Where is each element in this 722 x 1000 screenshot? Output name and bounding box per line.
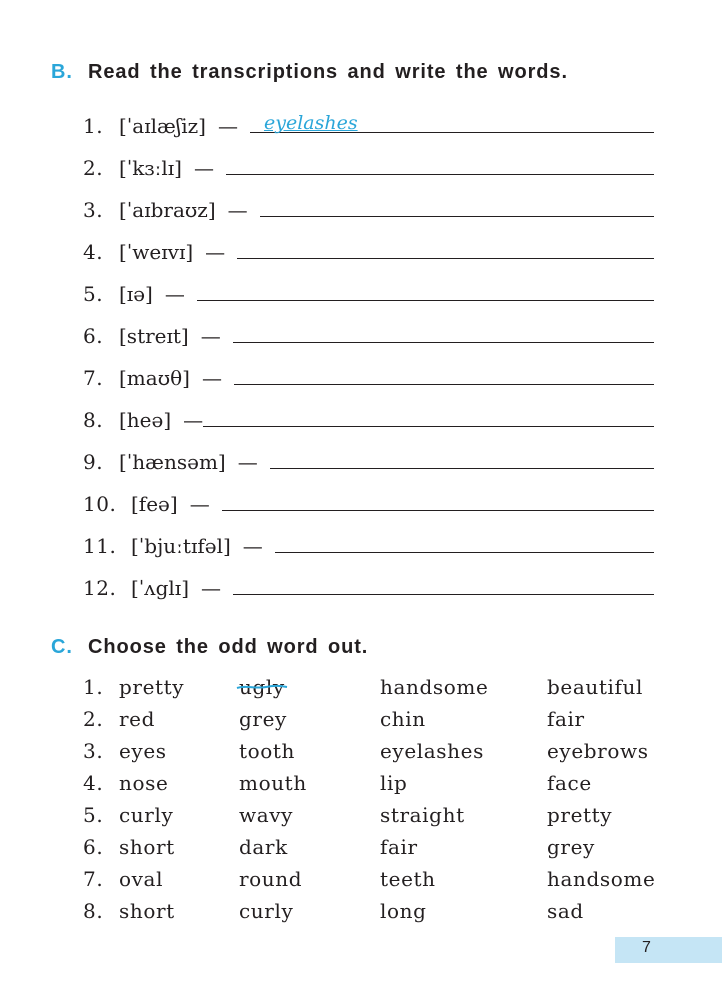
transcription-row-12 bbox=[83, 570, 654, 598]
odd-word-row-7 bbox=[83, 867, 683, 893]
dash: — bbox=[201, 576, 221, 600]
answer-line[interactable] bbox=[237, 234, 654, 259]
transcription-row-3 bbox=[83, 192, 654, 220]
item-number: 9. bbox=[83, 450, 104, 474]
word-option[interactable]: sad bbox=[547, 899, 584, 923]
section-b-letter: B. bbox=[51, 61, 73, 83]
transcription: [ˈkɜːlɪ] bbox=[119, 156, 182, 180]
word-option[interactable]: round bbox=[239, 867, 303, 891]
row-number: 3. bbox=[83, 739, 104, 763]
item-number: 2. bbox=[83, 156, 104, 180]
odd-word-row-6 bbox=[83, 835, 683, 861]
section-b-instruction: Read the transcriptions and write the words. bbox=[88, 61, 568, 83]
handwritten-answer: eyelashes bbox=[263, 112, 358, 134]
item-number: 10. bbox=[83, 492, 117, 516]
item-number: 4. bbox=[83, 240, 104, 264]
word-option[interactable]: mouth bbox=[239, 771, 307, 795]
word-option[interactable]: lip bbox=[380, 771, 408, 795]
transcription-row-5 bbox=[83, 276, 654, 304]
word-option[interactable]: oval bbox=[119, 867, 164, 891]
word-option[interactable]: short bbox=[119, 899, 175, 923]
row-number: 6. bbox=[83, 835, 104, 859]
transcription-row-1 bbox=[83, 108, 654, 136]
transcription: [streɪt] bbox=[119, 324, 189, 348]
row-number: 1. bbox=[83, 675, 104, 699]
answer-line[interactable] bbox=[270, 444, 654, 469]
transcription: [ˈbjuːtɪfəl] bbox=[131, 534, 231, 558]
page-number: 7 bbox=[642, 939, 651, 956]
word-option[interactable]: eyes bbox=[119, 739, 167, 763]
word-option[interactable]: long bbox=[380, 899, 427, 923]
answer-line[interactable] bbox=[222, 486, 654, 511]
dash: — bbox=[201, 366, 222, 390]
word-option[interactable]: handsome bbox=[547, 867, 656, 891]
word-option[interactable]: face bbox=[547, 771, 592, 795]
transcription: [ˈweɪvɪ] bbox=[119, 240, 194, 264]
word-option[interactable]: wavy bbox=[239, 803, 294, 827]
answer-line[interactable] bbox=[260, 192, 654, 217]
transcription-row-10 bbox=[83, 486, 654, 514]
word-option[interactable]: red bbox=[119, 707, 155, 731]
row-number: 8. bbox=[83, 899, 104, 923]
strike-through-mark bbox=[236, 684, 288, 690]
transcription-row-11 bbox=[83, 528, 654, 556]
word-option[interactable]: handsome bbox=[380, 675, 489, 699]
transcription-row-9 bbox=[83, 444, 654, 472]
word-option[interactable]: straight bbox=[380, 803, 465, 827]
transcription-row-6 bbox=[83, 318, 654, 346]
transcription: [maʊθ] bbox=[119, 366, 190, 390]
word-option[interactable]: eyebrows bbox=[547, 739, 649, 763]
crossed-word: ugly bbox=[239, 675, 285, 699]
odd-word-row-8 bbox=[83, 899, 683, 925]
odd-word-row-3 bbox=[83, 739, 683, 765]
word-option[interactable]: pretty bbox=[119, 675, 185, 699]
transcription: [ˈaɪlæʃiz] bbox=[119, 114, 206, 138]
item-number: 1. bbox=[83, 114, 104, 138]
item-number: 7. bbox=[83, 366, 104, 390]
odd-word-row-5 bbox=[83, 803, 683, 829]
transcription: [heə] bbox=[119, 408, 172, 432]
transcription: [ˈaɪbraʊz] bbox=[119, 198, 216, 222]
word-option[interactable]: grey bbox=[547, 835, 595, 859]
item-number: 8. bbox=[83, 408, 104, 432]
word-option[interactable]: curly bbox=[119, 803, 174, 827]
transcription-row-7 bbox=[83, 360, 654, 388]
dash: — bbox=[227, 198, 248, 222]
answer-line[interactable] bbox=[275, 528, 654, 553]
answer-line[interactable] bbox=[234, 360, 654, 385]
word-option[interactable]: fair bbox=[380, 835, 418, 859]
transcription: [ˈhænsəm] bbox=[119, 450, 226, 474]
item-number: 5. bbox=[83, 282, 104, 306]
dash: — bbox=[193, 156, 214, 180]
section-c-letter: C. bbox=[51, 636, 73, 658]
dash: — bbox=[164, 282, 185, 306]
transcription: [ˈʌglɪ] bbox=[131, 576, 189, 600]
odd-word-row-4 bbox=[83, 771, 683, 797]
item-number: 3. bbox=[83, 198, 104, 222]
dash: — bbox=[200, 324, 221, 348]
section-b-heading bbox=[51, 61, 568, 84]
dash: — bbox=[217, 114, 238, 138]
odd-word-row-1 bbox=[83, 675, 683, 701]
section-c-instruction: Choose the odd word out. bbox=[88, 636, 369, 658]
row-number: 5. bbox=[83, 803, 104, 827]
word-option[interactable]: fair bbox=[547, 707, 585, 731]
row-number: 4. bbox=[83, 771, 104, 795]
section-c-heading bbox=[51, 636, 368, 659]
answer-line[interactable] bbox=[226, 150, 654, 175]
dash: — bbox=[242, 534, 263, 558]
answer-line[interactable] bbox=[233, 570, 654, 595]
transcription-row-2 bbox=[83, 150, 654, 178]
word-option[interactable]: curly bbox=[239, 899, 294, 923]
dash: — bbox=[183, 408, 204, 432]
item-number: 11. bbox=[83, 534, 117, 558]
word-option[interactable]: grey bbox=[239, 707, 287, 731]
odd-word-row-2 bbox=[83, 707, 683, 733]
dash: — bbox=[189, 492, 210, 516]
row-number: 7. bbox=[83, 867, 104, 891]
word-option[interactable]: short bbox=[119, 835, 175, 859]
answer-line[interactable] bbox=[233, 318, 654, 343]
transcription: [ɪə] bbox=[119, 282, 153, 306]
transcription: [feə] bbox=[131, 492, 178, 516]
dash: — bbox=[205, 240, 226, 264]
transcription-row-4 bbox=[83, 234, 654, 262]
answer-line[interactable] bbox=[203, 402, 654, 427]
word-option[interactable]: pretty bbox=[547, 803, 613, 827]
word-option[interactable]: nose bbox=[119, 771, 169, 795]
word-option[interactable]: chin bbox=[380, 707, 426, 731]
word-option[interactable]: eyelashes bbox=[380, 739, 484, 763]
item-number: 6. bbox=[83, 324, 104, 348]
answer-line[interactable] bbox=[197, 276, 654, 301]
row-number: 2. bbox=[83, 707, 104, 731]
word-option[interactable]: beautiful bbox=[547, 675, 643, 699]
page-number-tab bbox=[615, 937, 722, 963]
word-option[interactable]: dark bbox=[239, 835, 288, 859]
word-option[interactable]: tooth bbox=[239, 739, 296, 763]
dash: — bbox=[237, 450, 258, 474]
answer-line[interactable] bbox=[250, 108, 654, 133]
transcription-row-8 bbox=[83, 402, 654, 430]
item-number: 12. bbox=[83, 576, 117, 600]
word-option[interactable]: teeth bbox=[380, 867, 436, 891]
